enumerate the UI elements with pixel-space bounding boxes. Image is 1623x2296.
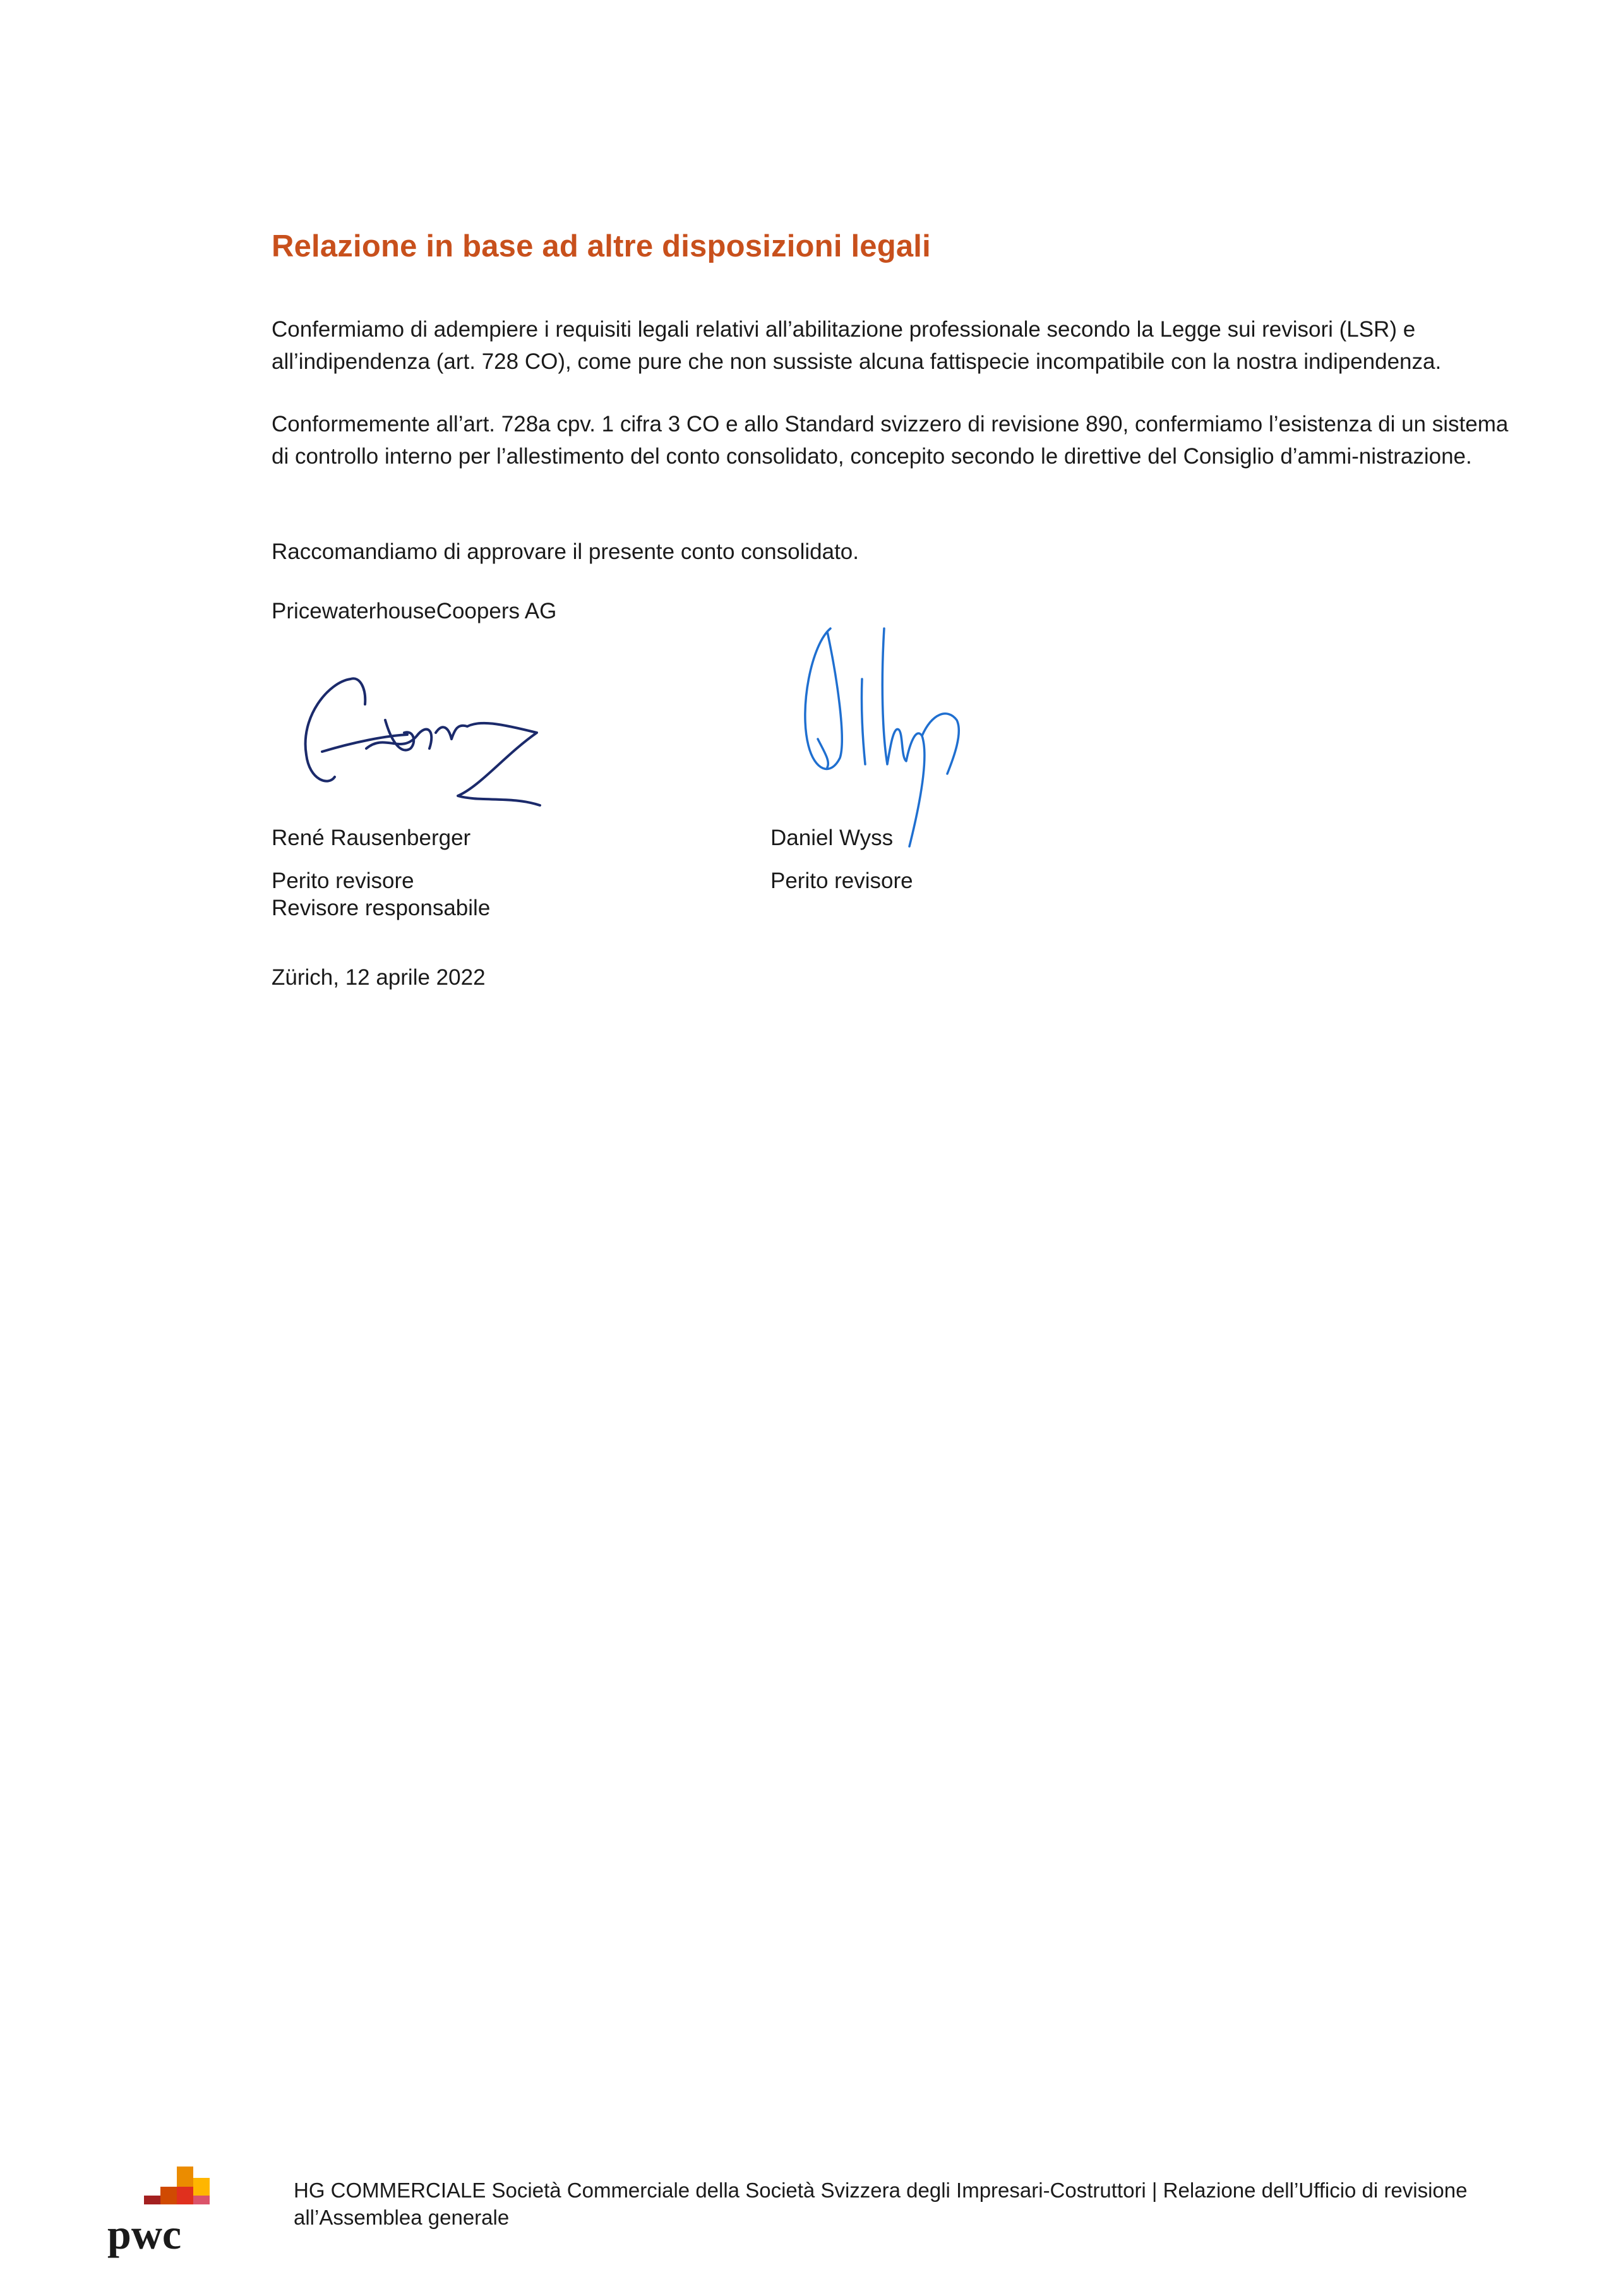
paragraph-internal-control: Conformemente all’art. 728a cpv. 1 cifra 3 CO e allo Standard svizzero di revisione 890, confermiamo l’esistenza di un sistema di controllo interno per l’allestimento del conto consolidato, concepito secondo le direttive del Consiglio d’ammi-nistrazione. bbox=[272, 412, 1509, 469]
svg-text:pwc: pwc bbox=[107, 2210, 182, 2258]
place-date: Zürich, 12 aprile 2022 bbox=[272, 965, 486, 990]
section-heading: Relazione in base ad altre disposizioni legali bbox=[272, 229, 931, 263]
footer-text: HG COMMERCIALE Società Commerciale della Società Svizzera degli Impresari-Costruttori | Relazione dell’Ufficio di revisione all’Assemblea generale bbox=[294, 2179, 1468, 2229]
paragraph-recommendation: Raccomandiamo di approvare il presente conto consolidato. bbox=[272, 539, 859, 564]
paragraph-independence: Confermiamo di adempiere i requisiti legali relativi all’abilitazione professionale secondo la Legge sui revisori (LSR) e all’indipendenza (art. 728 CO), come pure che non sussiste alcuna fattispecie incompatibile con la nostra indipendenza. bbox=[272, 317, 1442, 374]
signatory-role-2: Perito revisore bbox=[770, 869, 913, 893]
signatory-name-2: Daniel Wyss bbox=[770, 826, 894, 850]
signatory-role-1: Perito revisore bbox=[272, 869, 414, 893]
signatory-role-1b: Revisore responsabile bbox=[272, 896, 491, 920]
signature-rausenberger-icon bbox=[290, 660, 549, 834]
signatory-name-1: René Rausenberger bbox=[272, 826, 471, 850]
firm-name: PricewaterhouseCoopers AG bbox=[272, 599, 557, 623]
pwc-logo-icon bbox=[104, 2167, 224, 2261]
signature-wyss-icon bbox=[786, 619, 976, 853]
